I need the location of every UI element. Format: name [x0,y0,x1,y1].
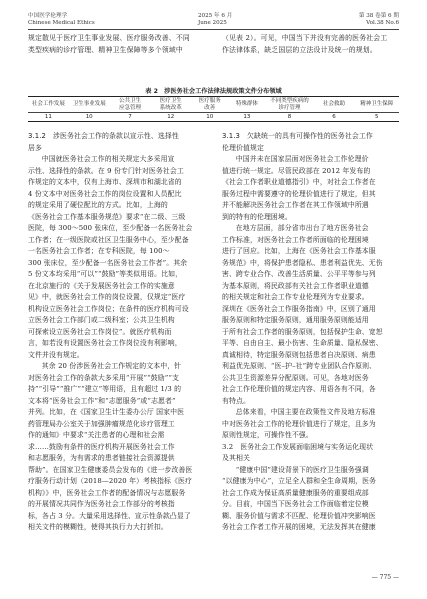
table-header-cell: 不同类型疾病的 诊疗管理 [270,97,309,111]
text-line: 于所有社会工作者的服务原则，包括保护生命、宽恕 [222,327,383,336]
text-line: 5 份文本均采用“可以”“鼓励”等类似用语。比如， [28,270,183,278]
text-line: “以健康为中心”，立足全人群和全生命周期，医务 [222,477,377,485]
text-line: 文本将“医务社会工作”和“志愿服务”或“志愿者” [28,396,176,405]
table-header-cell: 公共卫生 应急管理 [118,97,141,111]
text-line: 示性、选择性的条款。在 9 份专门针对医务社会工 [28,166,184,175]
text-line: 社会工作成为保证高质量健康服务的重要组成部 [222,488,369,497]
text-line: 的相关规定和社会工作专业伦理列为专业要求。 [222,293,369,301]
distribution-table [28,96,399,122]
text-line: （见表 2）。可见，中国当下并没有完善的医务社会工 [222,34,388,42]
text-line: 有特点。 [222,396,250,405]
table-cell: 11 [44,114,52,120]
text-line: 在北京施行的《关于发展医务社会工作的实施意 [28,281,175,290]
text-line: 《医务社会工作基本服务规范》要求“在二级、三级 [28,212,186,221]
text-line: 在地方层面，部分省市出台了地方医务社会 [235,224,369,232]
text-line: 作的通知》中要求“关注患者的心理和社会需 [28,431,165,439]
text-line: 标，各占 3 分。大量采用选择性、宣示性条款凸显了 [28,511,191,520]
paragraph [28,154,204,361]
table-header-row [28,97,399,113]
paragraph [222,154,399,223]
text-line: 《社会工作者职业道德指引》中，对社会工作者在 [222,178,376,186]
text-line: 帮助”。在国家卫生健康委员会发布的《进一步改善医 [28,465,193,474]
table-header-cell: 社会救助 [322,101,345,107]
text-line: 工作者；在一级医院或社区卫生服务中心，至少配备 [28,235,189,244]
text-line: 中国就医务社会工作的相关规定大多采用宣 [41,155,175,163]
table-header-cell: 精神卫生保障 [360,101,394,107]
text-line: 对医务社会工作的条款大多采用“开展”“鼓励”“支 [28,373,179,382]
text-line: 伦理价值规定 [222,143,264,152]
left-column [28,131,204,534]
text-line: 真诚相待，特定服务原则包括患者自决原则、病患 [222,350,376,359]
text-line: 务社会工作者工作开展的困境，无法发挥其在健康 [222,523,376,531]
text-line: 言，如若没有设置医务社会工作岗位没有利影响， [28,339,182,347]
header-volume [359,13,399,27]
text-line: 3.1.2 涉医务社会工作的条款以宣示性、选择性 [28,132,179,140]
table-cell: 6 [332,114,336,120]
table-cell: 13 [243,114,251,120]
issue-date-cn: 2025 年 6 月 [198,13,233,19]
table-header-cell: 社会工作发展 [31,101,65,107]
paragraph [222,223,399,407]
text-line: 3.2 医务社会工作发展面临困境与实务运化现状 [222,442,374,451]
issue-date-en: June 2025 [198,20,227,27]
text-line: 社会工作伦理价值的规定内容、用语各有不同，各 [222,385,376,393]
text-line: 4 份文本中对医务社会工作的岗位设置和人员配比 [28,189,182,198]
volume-cn: 第 38 卷第 6 期 [358,13,399,19]
text-line: 深圳在《医务社会工作服务指南》中，区别了通用 [222,304,376,313]
text-line: 300 张床位，至少配备一名医务社会工作者”。其余 [28,258,188,267]
text-line: 并列。比如，在《国家卫生计生委办公厅 国家中医 [28,408,185,416]
table-cell: 5 [374,114,379,120]
text-line: 的开展情况共同作为医务社会工作部分的考核指 [28,500,175,508]
paragraph [222,465,399,534]
text-line: 相关文件的模糊性，使得其执行力大打折扣。 [28,523,168,531]
text-line: 见》中，就医务社会工作的岗位设置，仅规定“医疗 [28,293,186,301]
text-line: 医院，每 300～500 张床位，至少配备一名医务社会 [28,224,193,232]
text-line: 规定散见于医疗卫生事业发展、医疗服务改善、不同 [28,34,190,42]
text-line: 糊、服务价值与需求不匹配、伦理价值冲突影响医 [222,511,376,520]
table-row [28,113,399,122]
top-left-text [28,33,204,56]
text-line: 服务原则和特定服务原则，通用服务原则能适用 [222,316,369,324]
text-line: 利益优先原则、“医–护–社”跨专业团队合作原则、 [222,362,377,370]
top-right-text [222,33,399,56]
table-header-cell: 卫生事业发展 [72,101,106,107]
text-line: 文件并没有规定。 [28,350,84,359]
page-number: — 775 — [371,574,399,581]
text-line: 药管理局办公室关于加强肿瘤规范化诊疗管理工 [28,419,175,428]
text-line: 工作标准，对医务社会工作者所面临的伦理困境 [222,235,369,244]
text-line: 可探索设立医务社会工作岗位”。就医疗机构而 [28,327,172,336]
text-line: 进行了回应。比如，上海在《医务社会工作基本服 [222,247,376,255]
paragraph [28,361,204,534]
journal-title-en: Chinese Medical Ethics [28,20,95,27]
text-line: 到的特有的伦理困境。 [222,212,292,221]
text-line: 并不能解决医务社会工作者在其工作领域中所遇 [222,201,369,209]
journal-title-cn: 中国医学伦理学 [28,13,68,19]
text-line: 其余 20 份涉医务社会工作规定的文本中，针 [41,362,182,370]
text-line: 原则性规定，可操作性不强。 [222,431,313,439]
text-line: 公共卫生资源差异分配原则。可见，各地对医务 [222,373,369,382]
text-line: 机构设立医务社会工作岗位；在条件的医疗机构可设 [28,304,189,313]
table-header-cell: 特殊群体 [235,101,258,107]
text-line: 疗服务行动计划（2018—2020 年）考核指标《医疗 [28,477,192,485]
table-cell: 8 [287,114,292,120]
table-header-cell: 医疗服务 改善 [198,97,221,111]
volume-en: Vol.38 No.6 [366,20,399,27]
section-heading [222,131,399,154]
table-cell: 12 [167,114,175,120]
text-line: 居多 [28,143,42,152]
text-line: 分。目前，中国当下医务社会工作面临着定位模 [222,500,369,508]
text-line: “健康中国”建设背景下的医疗卫生服务强调 [235,465,369,474]
text-line: 为基本原则，将民政部有关社会工作者职业道德 [222,281,369,290]
text-line: 中国并未在国家层面对医务社会工作伦理价 [235,155,369,163]
text-line: 作法律体系，缺乏国层的立法设计及统一的规划。 [222,45,377,54]
text-line: 值进行统一规定。尽管民政部在 2012 年发布的 [222,166,371,175]
header-rule [28,29,399,30]
text-line: 平等、自由自主、最小伤害、生命质量、隐私保密、 [222,339,383,347]
text-line: 机构》》中，医务社会工作者的配备情况与志愿服务 [28,488,186,497]
text-line: 的规定采用了硬位配比的方式。比如，上海的 [28,201,168,209]
text-line: 害、跨专业合作、改善生活质量、公平平等参与列 [222,270,376,278]
text-line: 3.1.3 欠缺统一的具有可操作性的医务社会工作 [222,132,373,140]
text-line: 及其相关 [222,454,250,462]
text-line: 作规定的文本中，仅有上海市、深圳市和湖北省的 [28,178,182,186]
text-line: 一名医务社会工作者；在专科医院，每 100～ [28,247,170,255]
text-line: 持”“引导”“推广”“建立”等用语，且有超过 1/3 的 [28,385,182,393]
header-date [198,13,232,27]
table-cell: 10 [206,114,214,120]
header-journal [28,13,95,27]
subsection-heading [222,442,399,465]
table-title: 表 2 涉医务社会工作法律法规政策文件分布领域 [145,88,282,95]
text-line: 中对医务社会工作的伦理价值进行了规定，且多为 [222,419,376,428]
text-line: 类型疾病的诊疗管理、精神卫生保障等多个领域中 [28,45,183,54]
table-header-cell: 医疗卫生 系统改革 [159,97,182,111]
right-column [222,131,399,534]
section-heading [28,131,204,154]
text-line: 立医务社会工作部门或二级科室；公共卫生机构 [28,316,175,324]
text-line: 总体来看，中国主要在政策性文件及地方标准 [235,408,376,416]
paragraph [222,407,399,442]
text-line: 求……鼓励有条件的医疗机构开展医务社会工作 [28,442,175,451]
text-line: 和志愿服务，为有需求的患者链接社会资源提供 [28,454,175,462]
table-cell: 7 [128,114,132,120]
text-line: 务规范》中，将保护患者隐私、患者利益优先、无伤 [222,258,383,267]
table-cell: 10 [85,114,93,120]
text-line: 服务过程中需要遵守的伦理价值进行了规定，但其 [222,189,376,198]
